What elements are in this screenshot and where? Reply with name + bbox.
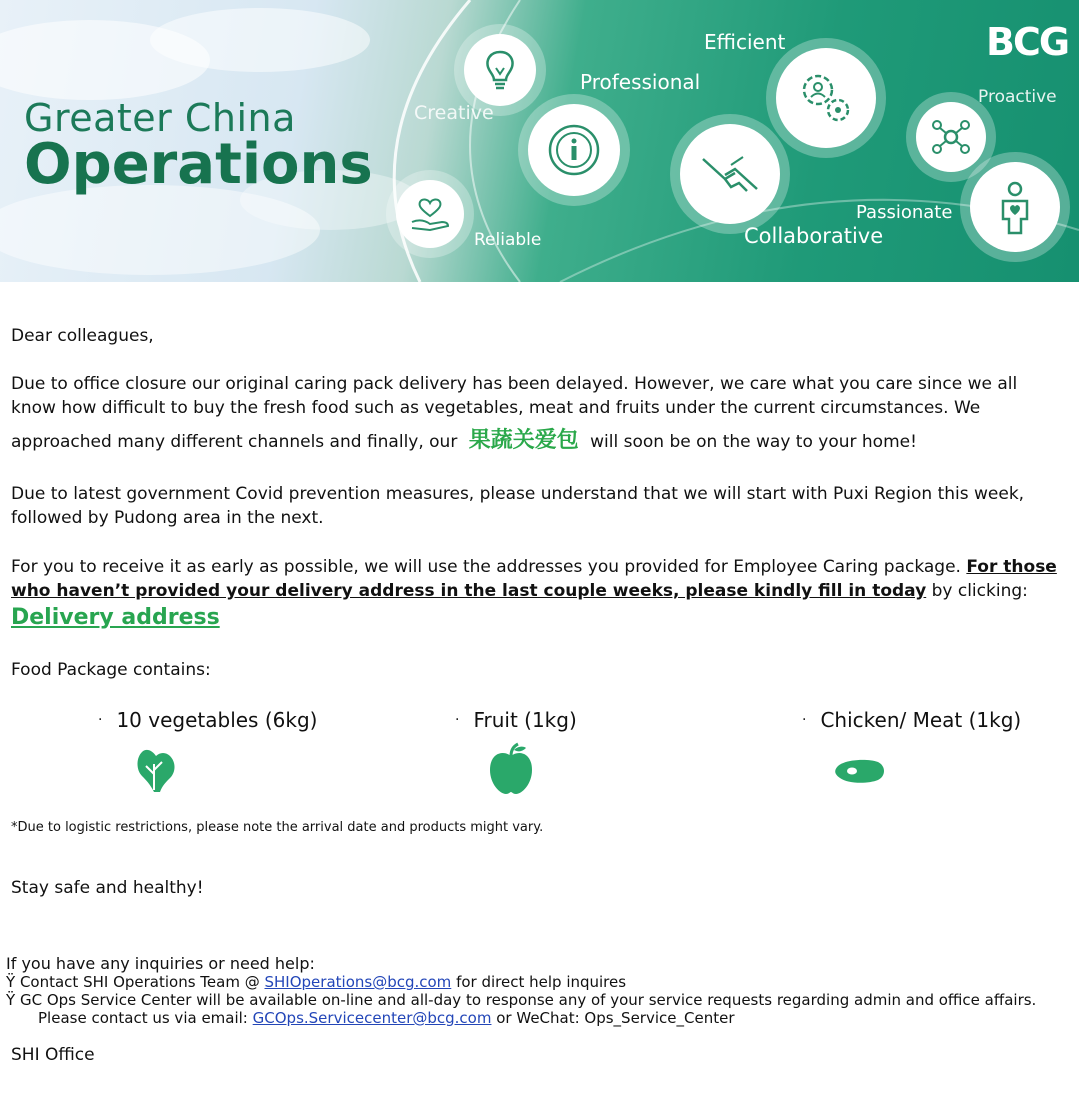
- header-banner: [0, 0, 1079, 282]
- help-item-2-text: GC Ops Service Center will be available on-line and all-day to response any of your service requests regarding admin and office affairs.: [19, 991, 1037, 1009]
- value-label-reliable: Reliable: [474, 230, 542, 250]
- ops-service-center-email-link[interactable]: GCOps.Servicecenter@bcg.com: [252, 1009, 492, 1027]
- paragraph-2-line-2: followed by Pudong area in the next.: [11, 508, 324, 528]
- food-item-label: Fruit (1kg): [473, 708, 577, 732]
- food-package-heading: Food Package contains:: [11, 660, 211, 680]
- value-label-creative: Creative: [414, 102, 494, 124]
- paragraph-3-line-2: [11, 579, 1028, 603]
- bullet: ·: [802, 712, 807, 728]
- heart-hand-icon: [396, 180, 464, 248]
- meat-icon: [832, 758, 886, 784]
- shi-operations-email-link[interactable]: SHIOperations@bcg.com: [264, 973, 452, 991]
- bullet: ·: [455, 712, 460, 728]
- logistics-note: *Due to logistic restrictions, please note the arrival date and products might vary.: [11, 820, 544, 835]
- signature: SHI Office: [11, 1045, 95, 1065]
- lightbulb-icon: [464, 34, 536, 106]
- banner-title-line2: Operations: [24, 132, 373, 197]
- help-item-2-contact-pre: Please contact us via email:: [38, 1009, 248, 1027]
- help-item-2: [6, 991, 1036, 1009]
- paragraph-1-line-3: [11, 425, 917, 458]
- paragraph-1-line-2: know how difficult to buy the fresh food such as vegetables, meat and fruits under the current circumstances. We: [11, 398, 981, 418]
- gears-person-icon: [776, 48, 876, 148]
- help-item-1: [6, 973, 626, 991]
- greeting: Dear colleagues,: [11, 326, 154, 346]
- help-heading: If you have any inquiries or need help:: [6, 954, 315, 973]
- network-icon: [916, 102, 986, 172]
- help-item-1-post: for direct help inquires: [456, 973, 627, 991]
- vegetable-icon: [132, 744, 180, 796]
- paragraph-3-text-post: by clicking:: [931, 581, 1028, 601]
- bullet: Ÿ: [6, 973, 16, 991]
- value-label-collaborative: Collaborative: [744, 224, 884, 248]
- paragraph-3-emphasis-start: For those: [966, 557, 1057, 577]
- paragraph-2-line-1: Due to latest government Covid prevention measures, please understand that we will start with Puxi Region this week,: [11, 484, 1025, 504]
- help-item-1-pre: Contact SHI Operations Team @: [19, 973, 260, 991]
- banner-title-line1: Greater China: [24, 96, 296, 140]
- food-item-fruit: [455, 708, 577, 732]
- paragraph-1-text-pre: approached many different channels and finally, our: [11, 432, 458, 452]
- value-label-efficient: Efficient: [704, 30, 786, 54]
- person-heart-icon: [970, 162, 1060, 252]
- delivery-address-link[interactable]: Delivery address: [11, 605, 220, 630]
- fruit-veg-pack-name: 果蔬关爱包: [468, 428, 579, 453]
- bullet: Ÿ: [6, 991, 16, 1009]
- value-label-professional: Professional: [580, 70, 701, 94]
- food-item-label: 10 vegetables (6kg): [116, 708, 318, 732]
- paragraph-3-text-pre: For you to receive it as early as possible, we will use the addresses you provided for Employee Caring package.: [11, 557, 961, 577]
- food-item-label: Chicken/ Meat (1kg): [820, 708, 1022, 732]
- food-item-meat: [802, 708, 1021, 732]
- bullet: ·: [98, 712, 103, 728]
- info-icon: [528, 104, 620, 196]
- closing-line: Stay safe and healthy!: [11, 878, 204, 898]
- food-item-vegetables: [98, 708, 317, 732]
- value-label-passionate: Passionate: [856, 202, 953, 223]
- paragraph-3-line-1: [11, 555, 1057, 579]
- help-item-2-contact: [38, 1009, 735, 1027]
- paragraph-1-text-post: will soon be on the way to your home!: [590, 432, 917, 452]
- value-label-proactive: Proactive: [978, 87, 1057, 107]
- apple-icon: [486, 742, 536, 796]
- handshake-icon: [680, 124, 780, 224]
- help-item-2-contact-post: or WeChat: Ops_Service_Center: [496, 1009, 735, 1027]
- paragraph-3-emphasis-end: who haven’t provided your delivery address in the last couple weeks, please kindly fill in today: [11, 581, 927, 601]
- delivery-address-row: [11, 603, 220, 634]
- bcg-logo: BCG: [986, 20, 1069, 64]
- paragraph-1-line-1: Due to office closure our original caring pack delivery has been delayed. However, we care what you care since we all: [11, 374, 1018, 394]
